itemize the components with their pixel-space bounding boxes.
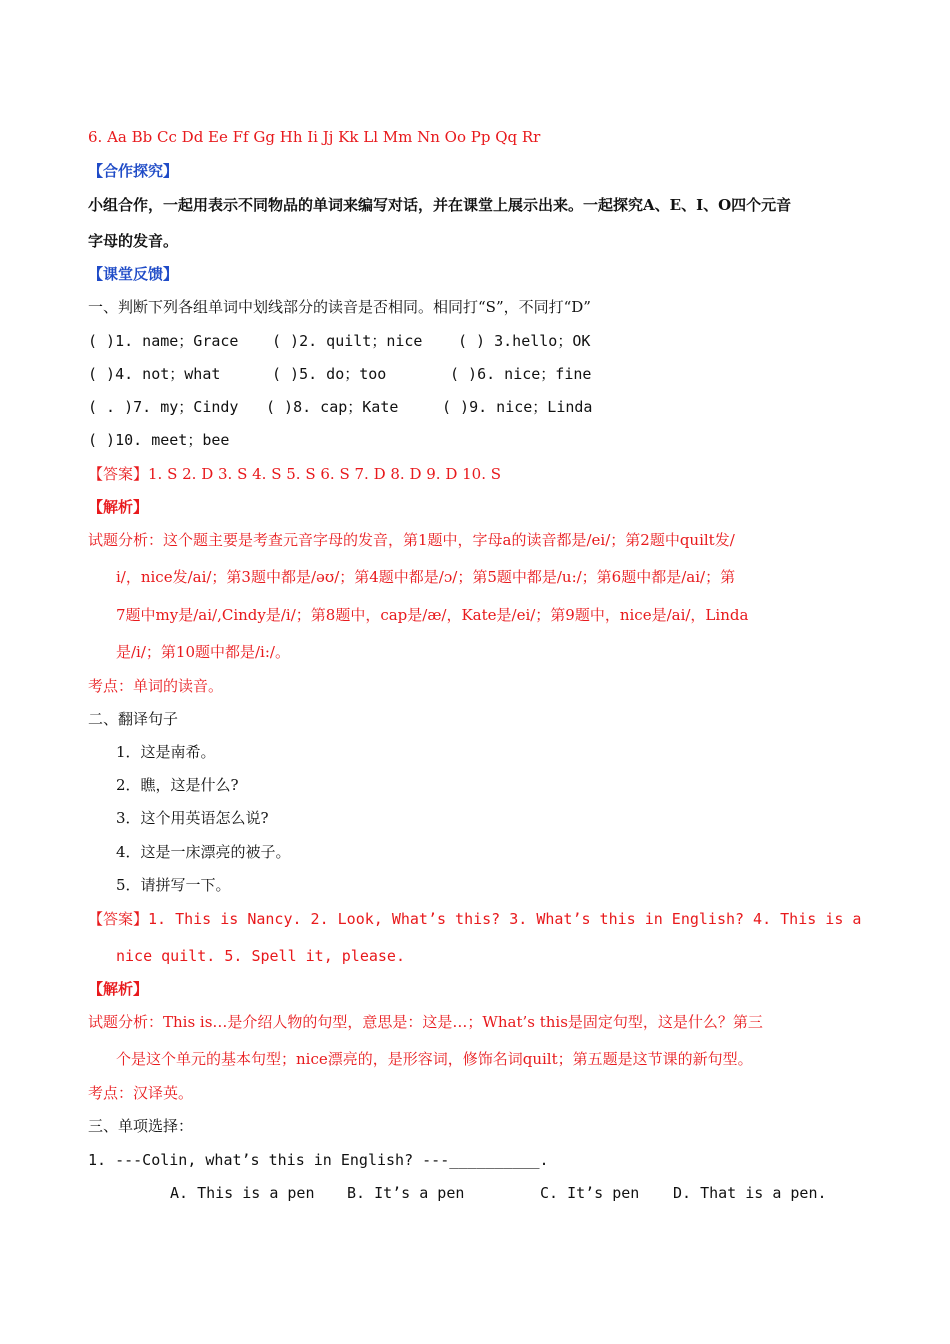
part2-item-2: 2．瞧，这是什么?	[116, 776, 239, 794]
part1-item-8: ( )8. cap；Kate	[266, 398, 399, 416]
part1-item-10: ( )10. meet；bee	[88, 431, 230, 449]
option-a: A. This is a pen	[170, 1184, 315, 1202]
part2-heading: 二、翻译句子	[88, 710, 179, 728]
part1-item-1: ( )1. name；Grace	[88, 332, 239, 350]
part1-row-1	[88, 331, 590, 351]
alphabet-line: 6. Aa Bb Cc Dd Ee Ff Gg Hh Ii Jj Kk Ll Mm Nn Oo Pp Qq Rr	[88, 128, 541, 146]
option-c: C. It’s pen	[540, 1184, 640, 1202]
part2-item-4: 4．这是一床漂亮的被子。	[116, 843, 291, 861]
part1-analysis-3: 7题中my是/ai/,Cindy是/i/；第8题中，cap是/æ/，Kate是/ei/；第9题中，nice是/ai/，Linda	[116, 606, 749, 624]
part1-analysis-4: 是/i/；第10题中都是/i:/。	[116, 643, 290, 661]
part2-item-1: 1．这是南希。	[116, 743, 216, 761]
part1-item-7: ( . )7. my；Cindy	[88, 398, 239, 416]
part1-analysis-2: i/，nice发/ai/；第3题中都是/əʊ/；第4题中都是/ɔ/；第5题中都是/u:/；第6题中都是/ai/；第	[116, 568, 736, 586]
part2-point: 考点：汉译英。	[88, 1084, 194, 1102]
part1-item-3: ( ) 3.hello；OK	[458, 332, 591, 350]
part1-row-3	[88, 397, 592, 417]
option-b: B. It’s a pen	[347, 1184, 465, 1202]
part1-item-4: ( )4. not；what	[88, 365, 221, 383]
part2-analysis-2: 个是这个单元的基本句型；nice漂亮的，是形容词，修饰名词quilt；第五题是这节课的新句型。	[116, 1050, 753, 1068]
cooperation-text-1: 小组合作，一起用表示不同物品的单词来编写对话，并在课堂上展示出来。一起探究A、E、I、O四个元音	[88, 196, 792, 214]
part1-item-9: ( )9. nice；Linda	[442, 398, 593, 416]
part1-answer: 【答案】1. S 2. D 3. S 4. S 5. S 6. S 7. D 8. D 9. D 10. S	[88, 465, 502, 483]
part1-analysis-1: 试题分析：这个题主要是考查元音字母的发音，第1题中，字母a的读音都是/ei/；第2题中quilt发/	[88, 531, 735, 549]
part2-analysis-1: 试题分析：This is…是介绍人物的句型，意思是：这是…；What’s this是固定句型，这是什么？第三	[88, 1013, 763, 1031]
feedback-title: 【课堂反馈】	[88, 265, 179, 283]
part2-analysis-title: 【解析】	[88, 980, 149, 998]
part2-item-5: 5．请拼写一下。	[116, 876, 231, 894]
part2-answer-1: 【答案】1. This is Nancy. 2. Look, What’s this? 3. What’s this in English? 4. This is a	[88, 910, 862, 928]
part3-question: 1. ---Colin, what’s this in English? ---__________.	[88, 1151, 549, 1169]
option-d: D. That is a pen.	[673, 1184, 827, 1202]
part1-item-2: ( )2. quilt；nice	[272, 332, 423, 350]
part1-point: 考点：单词的读音。	[88, 677, 224, 695]
cooperation-text-2: 字母的发音。	[88, 232, 179, 250]
part2-item-3: 3．这个用英语怎么说?	[116, 809, 269, 827]
part1-row-2	[88, 364, 591, 384]
part1-item-6: ( )6. nice；fine	[450, 365, 592, 383]
part1-analysis-title: 【解析】	[88, 498, 149, 516]
part3-heading: 三、单项选择：	[88, 1117, 194, 1135]
part1-item-5: ( )5. do；too	[272, 365, 387, 383]
part2-answer-2: nice quilt. 5. Spell it, please.	[116, 947, 405, 965]
part1-row-4	[88, 430, 229, 450]
cooperation-title: 【合作探究】	[88, 162, 179, 180]
part1-heading: 一、判断下列各组单词中划线部分的读音是否相同。相同打“S”，不同打“D”	[88, 298, 591, 316]
